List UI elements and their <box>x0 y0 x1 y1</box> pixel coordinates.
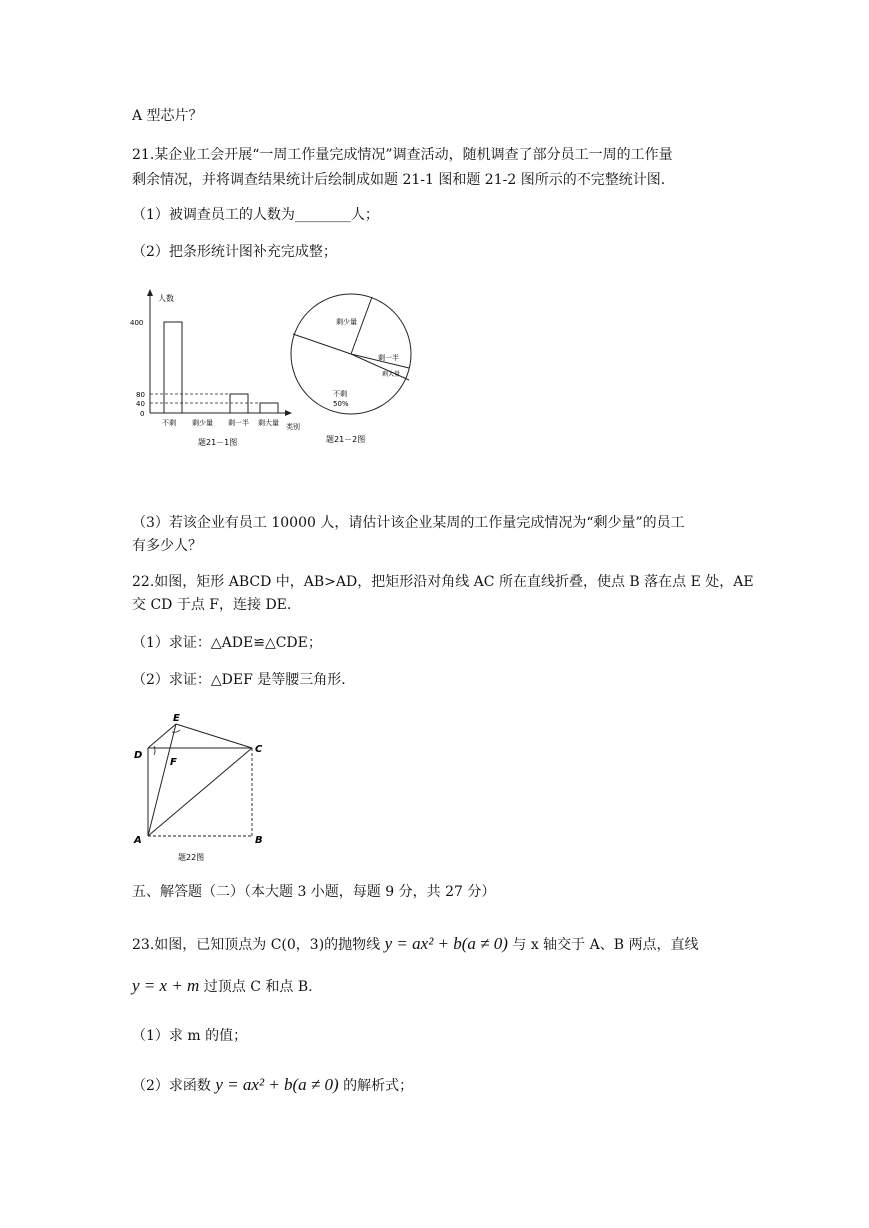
question-21-part-3-line-2: 有多少人？ <box>132 538 202 554</box>
angle-mark <box>172 730 180 732</box>
parabola-formula: y = ax² + b(a ≠ 0) <box>384 934 508 953</box>
slice-label: 剩少量 <box>336 318 357 326</box>
point-label-e: E <box>173 713 180 724</box>
slice-percent: 50% <box>333 400 349 408</box>
question-21-part-1: （1）被调查员工的人数为________人； <box>132 207 379 223</box>
question-23-text: 23.如图，已知顶点为 C(0，3)的抛物线 <box>132 937 381 953</box>
parabola-formula: y = ax² + b(a ≠ 0) <box>215 1075 339 1094</box>
question-23-line-1 <box>132 934 698 955</box>
question-21-line-1: 21.某企业工会开展“一周工作量完成情况”调查活动，随机调查了部分员工一周的工作量 <box>132 147 673 163</box>
geometry-figure <box>128 708 278 866</box>
slice-label: 剩大量 <box>382 371 401 378</box>
segment-de <box>148 724 176 748</box>
point-label-b: B <box>255 835 263 846</box>
y-tick-label: 80 <box>136 391 145 399</box>
bar-shengyiban <box>230 394 248 413</box>
segment-ac <box>148 748 252 836</box>
point-label-d: D <box>134 750 143 761</box>
segment-ec <box>176 724 252 748</box>
text-line: A 型芯片？ <box>132 108 203 124</box>
question-22-line-2: 交 CD 于点 F，连接 DE. <box>132 597 292 613</box>
question-22-part-1: （1）求证：△ADE≌△CDE； <box>132 635 322 651</box>
question-23-part-2-text: （2）求函数 <box>132 1078 211 1094</box>
point-label-c: C <box>255 744 263 755</box>
segment-ae <box>148 724 176 836</box>
question-23-part-2-text-cont: 的解析式； <box>343 1078 414 1094</box>
point-label-f: F <box>170 757 177 768</box>
question-21-line-2: 剩余情况，并将调查结果统计后绘制成如题 21-1 图和题 21-2 图所示的不完整统计图. <box>132 172 666 188</box>
slice-label: 剩一半 <box>378 354 399 362</box>
bar-chart <box>128 285 298 455</box>
line-formula: y = x + m <box>132 976 200 995</box>
figure-caption: 题21－1图 <box>198 438 238 447</box>
bar-buseng <box>164 322 182 413</box>
y-tick-label: 40 <box>136 400 145 408</box>
pie-chart <box>288 290 418 450</box>
point-label-a: A <box>134 835 142 846</box>
y-axis-arrow <box>147 289 153 296</box>
figure-caption: 题22图 <box>178 853 205 862</box>
category-label: 剩一半 <box>228 419 249 427</box>
y-tick-label: 0 <box>140 410 145 418</box>
category-label: 剩少量 <box>192 419 213 427</box>
question-23-text-cont: 与 x 轴交于 A、B 两点，直线 <box>512 937 699 953</box>
y-axis-label: 人数 <box>158 294 174 303</box>
question-21-part-3-line-1: （3）若该企业有员工 10000 人，请估计该企业某周的工作量完成情况为“剩少量”的员工 <box>132 515 685 531</box>
question-23-line-2 <box>132 976 313 997</box>
question-21-part-2: （2）把条形统计图补充完成整； <box>132 244 337 260</box>
slice-line <box>293 334 351 354</box>
question-22-part-2: （2）求证：△DEF 是等腰三角形. <box>132 672 346 688</box>
category-label: 不剩 <box>162 419 176 427</box>
question-22-line-1: 22.如图，矩形 ABCD 中，AB>AD，把矩形沿对角线 AC 所在直线折叠，使点 B 落在点 E 处，AE <box>132 574 754 590</box>
bar-shengdaliang <box>260 403 278 413</box>
x-axis-label: 类别 <box>286 423 300 431</box>
question-23-part-1: （1）求 m 的值； <box>132 1028 248 1044</box>
angle-mark <box>154 746 155 755</box>
question-23-part-2 <box>132 1075 413 1096</box>
slice-label: 不剩 <box>333 390 347 398</box>
question-23-text: 过顶点 C 和点 B. <box>203 979 313 995</box>
figure-caption: 题21－2图 <box>326 435 366 444</box>
y-tick-label: 400 <box>130 319 144 327</box>
category-label: 剩大量 <box>258 419 279 427</box>
section-heading: 五、解答题（二）（本大题 3 小题，每题 9 分，共 27 分） <box>132 884 496 900</box>
